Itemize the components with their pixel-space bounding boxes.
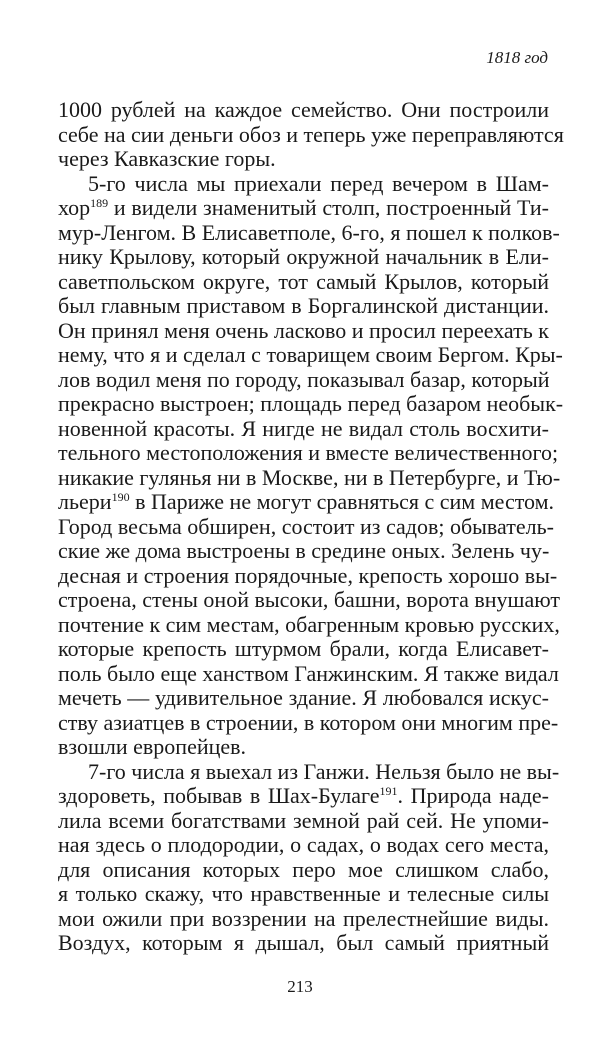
text-line: никакие гулянья ни в Москве, ни в Петербурге, и Тю- (58, 464, 561, 490)
text-line: мечеть — удивительное здание. Я любовался искус- (58, 685, 549, 710)
text-line: новенной красоты. Я нигде не видал столь восхити- (58, 415, 549, 441)
text-line: мур-Ленгом. В Елисаветполе, 6-го, я пошел к полков- (58, 219, 560, 245)
text-line: ная здесь о плодородии, о садах, о водах сего места, (58, 832, 549, 857)
text-line (58, 784, 549, 809)
text-line: десная и строения порядочные, крепость хорошо вы- (58, 562, 558, 588)
text-segment: . Природа наде- (397, 783, 550, 808)
text-line: себе на сии деньги обоз и теперь уже переправляются (58, 121, 564, 147)
footnote-ref: 189 (90, 196, 109, 210)
text-line: почтение к сим местам, обагренным кровью русских, (58, 611, 560, 637)
text-line: лов водил меня по городу, показывал базар, который (58, 366, 550, 392)
text-segment: льери (58, 489, 112, 514)
text-line: ские же дома выстроены в средине оных. Зелень чу- (58, 538, 550, 563)
text-line (58, 489, 555, 515)
text-line: тельного местоположения и вместе величественного; (58, 440, 559, 465)
text-line: поль было еще ханством Ганжинским. Я также видал (58, 660, 559, 686)
paragraph (58, 97, 564, 172)
paragraph (58, 170, 564, 760)
text-line: ству азиатцев в строении, в котором они многим пре- (58, 709, 559, 735)
footnote-ref: 190 (111, 490, 130, 504)
text-line: для описания которых перо мое слишком слабо, (58, 856, 549, 882)
text-line: мои ожили при воззрении на прелестнейшие виды. (58, 905, 549, 931)
text-segment: хор (58, 195, 91, 220)
running-head: 1818 год (486, 48, 548, 67)
text-segment: здороветь, побывав в Шах-Булаге (58, 783, 380, 808)
text-line: я только скажу, что нравственные и телесные силы (58, 881, 549, 906)
text-line: прекрасно выстроен; площадь перед базаром необык- (58, 391, 564, 416)
text-line: Город весьма обширен, состоит из садов; обыватель- (58, 513, 554, 539)
text-line: лила всеми богатствами земной рай сей. Не упоми- (58, 807, 549, 833)
text-line: 5-го числа мы приехали перед вечером в Шам- (88, 170, 549, 196)
text-line: которые крепость штурмом брали, когда Елисавет- (58, 636, 549, 661)
page-number: 213 (287, 977, 313, 996)
text-line: Воздух, которым я дышал, был самый приятный (58, 930, 549, 955)
text-line: взошли европейцев. (58, 734, 247, 759)
text-line: строена, стены оной высоки, башни, ворота внушают (58, 587, 561, 612)
text-line: через Кавказские горы. (58, 146, 276, 171)
text-line: нику Крылову, который окружной начальник в Ели- (58, 244, 549, 269)
text-line: был главным приставом в Боргалинской дистанции. (58, 293, 549, 318)
text-segment: в Париже не могут сравняться с сим местом. (129, 489, 555, 514)
text-line (58, 196, 549, 221)
text-line: Он принял меня очень ласково и просил переехать к (58, 317, 549, 343)
paragraph (58, 758, 560, 956)
footnote-ref: 191 (379, 784, 398, 798)
text-line: нему, что я и сделал с товарищем своим Бергом. Кры- (58, 342, 563, 367)
text-line: 1000 рублей на каждое семейство. Они построили (58, 97, 549, 122)
body-text (58, 97, 564, 956)
text-line: 7-го числа я выехал из Ганжи. Нельзя было не вы- (88, 758, 560, 784)
text-line: саветпольском округе, тот самый Крылов, который (58, 268, 549, 294)
text-segment: и видели знаменитый столп, построенный Ти- (108, 195, 549, 220)
